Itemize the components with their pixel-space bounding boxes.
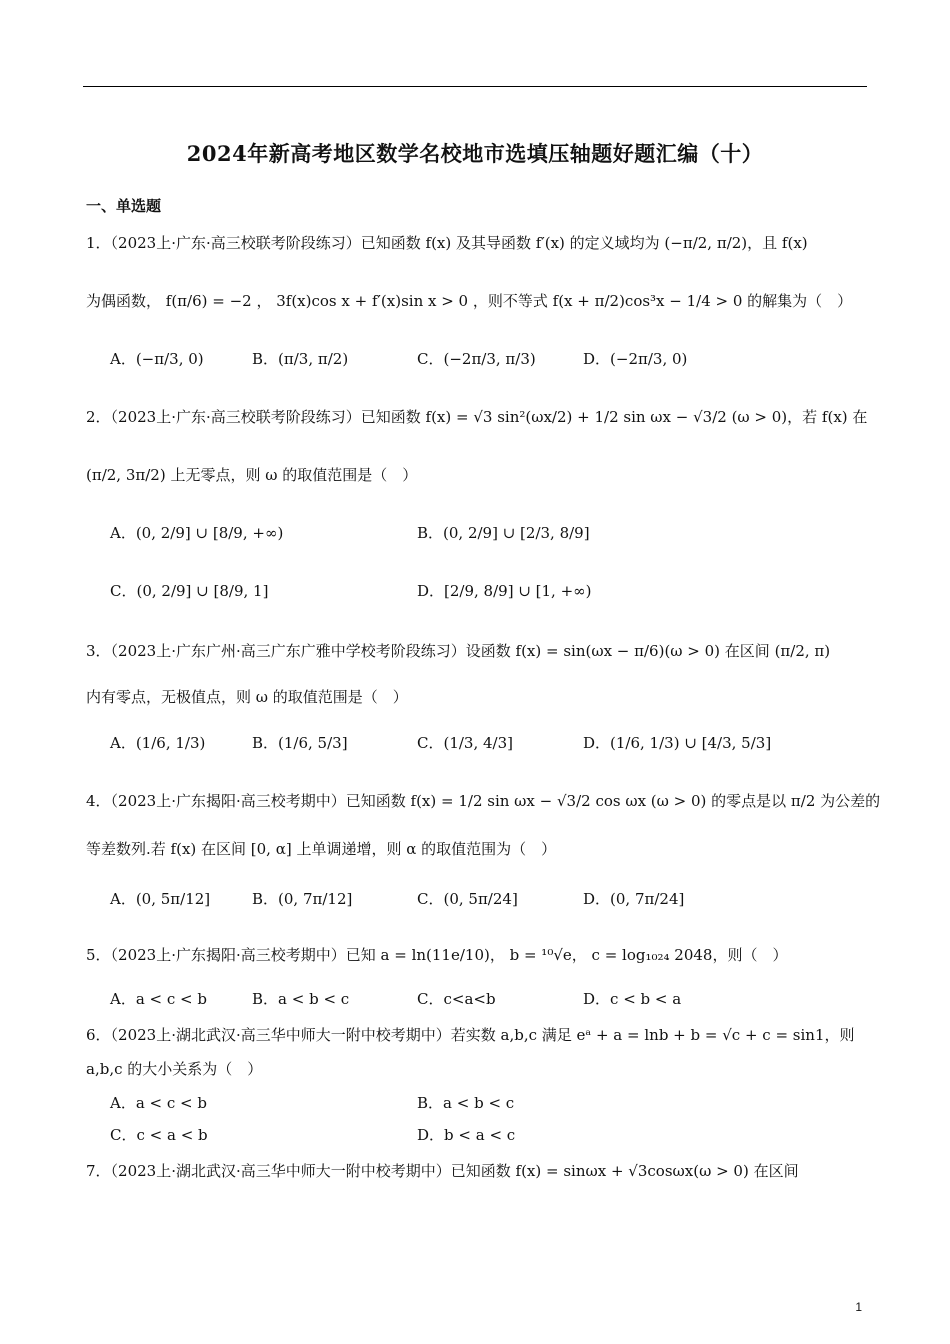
question-7-line-1: 7．（2023上·湖北武汉·高三华中师大一附中校考期中）已知函数 f(x) = sinωx + √3cosωx(ω > 0) 在区间 — [86, 1162, 799, 1180]
question-2-line-2: (π/2, 3π/2) 上无零点，则 ω 的取值范围是（ ） — [86, 466, 418, 484]
page-title: 2024年新高考地区数学名校地市选填压轴题好题汇编（十） — [186, 141, 764, 166]
question-5-option-c[interactable]: C．c<a<b — [417, 990, 496, 1008]
question-1-option-d[interactable]: D．(−2π/3, 0) — [583, 350, 688, 368]
question-6-option-c[interactable]: C．c < a < b — [110, 1126, 208, 1144]
question-4-line-2: 等差数列.若 f(x) 在区间 [0, α] 上单调递增，则 α 的取值范围为（ ） — [86, 840, 557, 858]
question-3-option-c[interactable]: C．(1/3, 4/3] — [417, 734, 513, 752]
question-6-option-a[interactable]: A．a < c < b — [110, 1094, 207, 1112]
question-5-option-d[interactable]: D．c < b < a — [583, 990, 682, 1008]
header-rule — [83, 86, 867, 87]
question-2-option-a[interactable]: A．(0, 2/9] ∪ [8/9, +∞) — [110, 524, 284, 542]
question-2-option-b[interactable]: B．(0, 2/9] ∪ [2/3, 8/9] — [417, 524, 590, 542]
question-4-option-b[interactable]: B．(0, 7π/12] — [252, 890, 353, 908]
question-5-option-b[interactable]: B．a < b < c — [252, 990, 350, 1008]
question-6-option-b[interactable]: B．a < b < c — [417, 1094, 515, 1112]
question-4-line-1: 4．（2023上·广东揭阳·高三校考期中）已知函数 f(x) = 1/2 sin ωx − √3/2 cos ωx (ω > 0) 的零点是以 π/2 为公差的 — [86, 792, 881, 810]
question-6-option-d[interactable]: D．b < a < c — [417, 1126, 516, 1144]
question-2-option-d[interactable]: D．[2/9, 8/9] ∪ [1, +∞) — [417, 582, 592, 600]
question-3-option-d[interactable]: D．(1/6, 1/3) ∪ [4/3, 5/3] — [583, 734, 772, 752]
question-2-option-c[interactable]: C．(0, 2/9] ∪ [8/9, 1] — [110, 582, 269, 600]
question-6-line-1: 6．（2023上·湖北武汉·高三华中师大一附中校考期中）若实数 a,b,c 满足 eᵃ + a = lnb + b = √c + c = sin1，则 — [86, 1026, 855, 1044]
page-number: 1 — [855, 1300, 862, 1314]
question-1-line-1: 1．（2023上·广东·高三校联考阶段练习）已知函数 f(x) 及其导函数 f′(x) 的定义域均为 (−π/2, π/2)，且 f(x) — [86, 234, 808, 252]
question-5-line-1: 5．（2023上·广东揭阳·高三校考期中）已知 a = ln(11e/10)， b = ¹⁰√e， c = log₁₀₂₄ 2048，则（ ） — [86, 946, 788, 964]
question-3-line-2: 内有零点，无极值点，则 ω 的取值范围是（ ） — [86, 688, 408, 706]
question-4-option-a[interactable]: A．(0, 5π/12] — [110, 890, 211, 908]
section-heading: 一、单选题 — [86, 197, 162, 215]
question-4-option-d[interactable]: D．(0, 7π/24] — [583, 890, 685, 908]
question-1-line-2: 为偶函数， f(π/6) = −2 ， 3f(x)cos x + f′(x)sin x > 0 ，则不等式 f(x + π/2)cos³x − 1/4 > 0 的解集为（ ） — [86, 292, 853, 310]
question-1-option-a[interactable]: A．(−π/3, 0) — [110, 350, 204, 368]
question-1-option-b[interactable]: B．(π/3, π/2) — [252, 350, 349, 368]
question-1-option-c[interactable]: C．(−2π/3, π/3) — [417, 350, 536, 368]
question-6-line-2: a,b,c 的大小关系为（ ） — [86, 1060, 263, 1078]
question-3-option-a[interactable]: A．(1/6, 1/3) — [110, 734, 206, 752]
question-5-option-a[interactable]: A．a < c < b — [110, 990, 207, 1008]
question-4-option-c[interactable]: C．(0, 5π/24] — [417, 890, 518, 908]
question-3-line-1: 3．（2023上·广东广州·高三广东广雅中学校考阶段练习）设函数 f(x) = sin(ωx − π/6)(ω > 0) 在区间 (π/2, π) — [86, 642, 831, 660]
question-3-option-b[interactable]: B．(1/6, 5/3] — [252, 734, 348, 752]
question-2-line-1: 2．（2023上·广东·高三校联考阶段练习）已知函数 f(x) = √3 sin²(ωx/2) + 1/2 sin ωx − √3/2 (ω > 0)，若 f(x) 在 — [86, 408, 868, 426]
